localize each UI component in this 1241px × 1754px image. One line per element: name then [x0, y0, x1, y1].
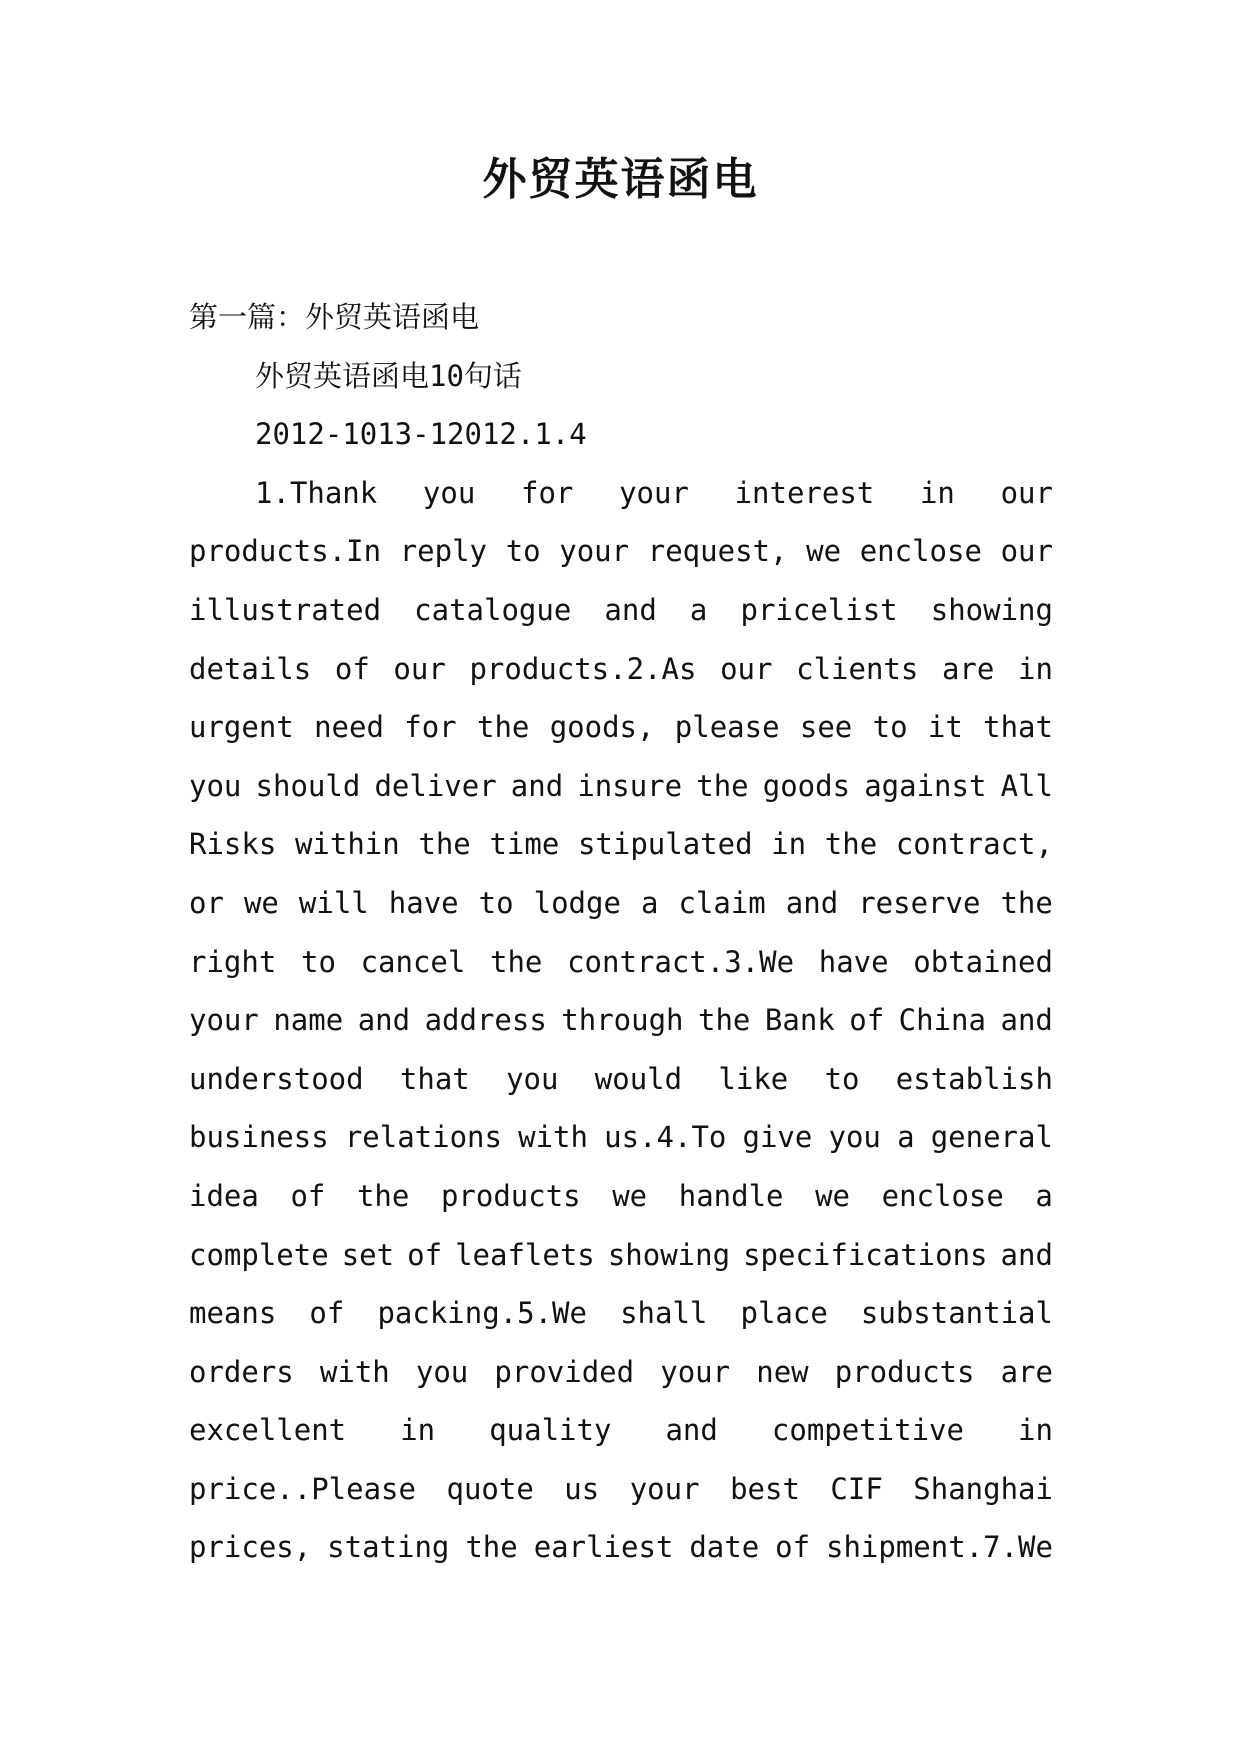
word: the [465, 1530, 518, 1565]
word: we [243, 885, 279, 920]
word: products.In [189, 534, 382, 569]
word: excellent [189, 1413, 347, 1448]
word: showing [930, 592, 1053, 627]
word: reply [399, 534, 488, 569]
word: reserve [858, 885, 981, 920]
word: insure [577, 768, 683, 803]
word: us [564, 1471, 600, 1506]
word: the [418, 827, 471, 862]
word: handle [678, 1178, 784, 1213]
word: we [806, 534, 842, 569]
word: quote [446, 1471, 534, 1506]
word: the [824, 827, 878, 862]
word: that [399, 1061, 470, 1096]
word: need [314, 710, 384, 745]
word: lodge [533, 885, 621, 920]
word: shipment.7.We [826, 1530, 1053, 1565]
word: a [640, 885, 659, 920]
paragraph-line [189, 1108, 1053, 1167]
word: contract, [895, 827, 1053, 862]
paragraph-line [189, 1343, 1053, 1402]
word: the [696, 768, 749, 803]
word: leaflets [455, 1237, 595, 1272]
word: enclose [881, 1178, 1004, 1213]
paragraph-line [189, 1284, 1053, 1343]
paragraph-line [189, 874, 1053, 933]
word: in [1018, 1413, 1053, 1448]
word: the [490, 944, 543, 979]
body-paragraph [189, 464, 1053, 1577]
word: our [1000, 475, 1053, 510]
paragraph-line [189, 815, 1053, 874]
word: us.4.To [604, 1120, 727, 1155]
word: and [785, 885, 839, 920]
word: relations [344, 1120, 502, 1155]
document-body [189, 288, 1053, 1577]
word: substantial [860, 1296, 1053, 1331]
paragraph-line [189, 698, 1053, 757]
word: are [1000, 1354, 1053, 1389]
word: name [273, 1003, 344, 1038]
word: see [799, 710, 853, 745]
word: establish [895, 1061, 1053, 1096]
section-heading: 第一篇：外贸英语函电 [189, 300, 480, 334]
word: date [689, 1530, 760, 1565]
word: we [815, 1178, 851, 1213]
word: claim [678, 885, 766, 920]
word: contract.3.We [567, 944, 795, 979]
word: in [919, 475, 955, 510]
word: goods [762, 768, 851, 803]
word: of [775, 1530, 811, 1565]
word: place [740, 1296, 828, 1331]
word: earliest [533, 1530, 674, 1565]
word: Bank [764, 1003, 835, 1038]
word: quality [489, 1413, 612, 1448]
word: products [440, 1178, 581, 1213]
word: you [506, 1061, 559, 1096]
word: the [698, 1003, 751, 1038]
word: best [730, 1471, 800, 1506]
word: with [319, 1354, 390, 1389]
word: of [309, 1296, 345, 1331]
paragraph-line [189, 522, 1053, 581]
word: with [518, 1120, 588, 1155]
paragraph-line [189, 1167, 1053, 1226]
paragraph-line [189, 581, 1053, 640]
word: in [1018, 651, 1053, 686]
word: obtained [913, 944, 1053, 979]
word: have [818, 944, 889, 979]
word: packing.5.We [377, 1296, 587, 1331]
paragraph-line [189, 1460, 1053, 1519]
word: goods, [549, 710, 655, 745]
paragraph-line [189, 757, 1053, 816]
word: enclose [859, 534, 982, 569]
word: you [415, 1354, 469, 1389]
paragraph-line [189, 640, 1053, 699]
word: to [872, 710, 908, 745]
word: specifications [743, 1237, 988, 1272]
word: against [864, 768, 987, 803]
word: provided [494, 1354, 635, 1389]
document-title: 外贸英语函电 [482, 154, 759, 205]
word: or [189, 885, 224, 920]
word: and [510, 768, 564, 803]
word: shall [620, 1296, 708, 1331]
word: our [720, 651, 773, 686]
word: that [983, 710, 1053, 745]
word: would [594, 1061, 683, 1096]
word: of [407, 1237, 443, 1272]
word: our [1000, 534, 1053, 569]
word: 1.Thank [255, 475, 378, 510]
word: Shanghai [913, 1471, 1053, 1506]
word: and [1000, 1003, 1053, 1038]
word: have [388, 885, 459, 920]
word: right [189, 944, 277, 979]
word: please [674, 710, 780, 745]
word: All [1000, 768, 1053, 803]
word: the [356, 1178, 410, 1213]
word: will [298, 885, 369, 920]
word: in [400, 1413, 436, 1448]
paragraph-line [189, 464, 1053, 523]
word: and [1000, 1237, 1053, 1272]
word: of [334, 651, 370, 686]
paragraph-line [189, 991, 1053, 1050]
word: complete [189, 1237, 329, 1272]
word: urgent [189, 710, 294, 745]
word: you [422, 475, 476, 510]
word: general [930, 1120, 1053, 1155]
word: interest [734, 475, 875, 510]
word: details [189, 651, 312, 686]
word: set [341, 1237, 395, 1272]
word: the [1000, 885, 1053, 920]
word: deliver [374, 768, 497, 803]
word: business [189, 1120, 329, 1155]
word: a [689, 592, 708, 627]
word: your [629, 1471, 700, 1506]
word: to [824, 1061, 860, 1096]
word: are [941, 651, 995, 686]
word: stipulated [577, 827, 753, 862]
word: products [834, 1354, 975, 1389]
word: time [489, 827, 560, 862]
word: for [404, 710, 457, 745]
date-line: 2012-1013-12012.1.4 [255, 417, 587, 452]
word: you [828, 1120, 881, 1155]
word: your [619, 475, 689, 510]
paragraph-line [189, 933, 1053, 992]
word: showing [607, 1237, 731, 1272]
word: your [559, 534, 630, 569]
word: the [476, 710, 530, 745]
word: to [478, 885, 514, 920]
word: CIF [830, 1471, 883, 1506]
word: a [897, 1120, 915, 1155]
word: for [520, 475, 574, 510]
word: prices, [189, 1530, 312, 1565]
word: in [771, 827, 807, 862]
word: means [189, 1296, 277, 1331]
word: and [357, 1003, 411, 1038]
word: price..Please [189, 1471, 416, 1506]
word: catalogue [414, 592, 572, 627]
word: your [660, 1354, 731, 1389]
word: of [290, 1178, 326, 1213]
word: new [756, 1354, 809, 1389]
word: clients [796, 651, 919, 686]
word: we [612, 1178, 648, 1213]
paragraph-line [189, 1226, 1053, 1285]
subtitle: 外贸英语函电10句话 [255, 358, 522, 393]
word: should [255, 768, 361, 803]
word: pricelist [740, 592, 898, 627]
word: cancel [360, 944, 466, 979]
paragraph-line [189, 1518, 1053, 1577]
word: to [300, 944, 336, 979]
word: products.2.As [469, 651, 697, 686]
word: stating [327, 1530, 450, 1565]
word: China [898, 1003, 986, 1038]
word: idea [189, 1178, 259, 1213]
word: address [424, 1003, 547, 1038]
word: through [561, 1003, 684, 1038]
paragraph-line [189, 1050, 1053, 1109]
word: illustrated [189, 592, 382, 627]
word: give [742, 1120, 813, 1155]
paragraph-line [189, 1401, 1053, 1460]
word: understood [189, 1061, 364, 1096]
word: orders [189, 1354, 294, 1389]
word: to [505, 534, 541, 569]
word: it [927, 710, 963, 745]
word: and [665, 1413, 718, 1448]
word: Risks [189, 827, 277, 862]
word: within [294, 827, 400, 862]
word: a [1035, 1178, 1053, 1213]
word: you [189, 768, 242, 803]
word: request, [647, 534, 788, 569]
word: and [604, 592, 657, 627]
word: your [189, 1003, 259, 1038]
word: like [718, 1061, 789, 1096]
word: of [849, 1003, 885, 1038]
word: our [393, 651, 446, 686]
word: competitive [771, 1413, 964, 1448]
